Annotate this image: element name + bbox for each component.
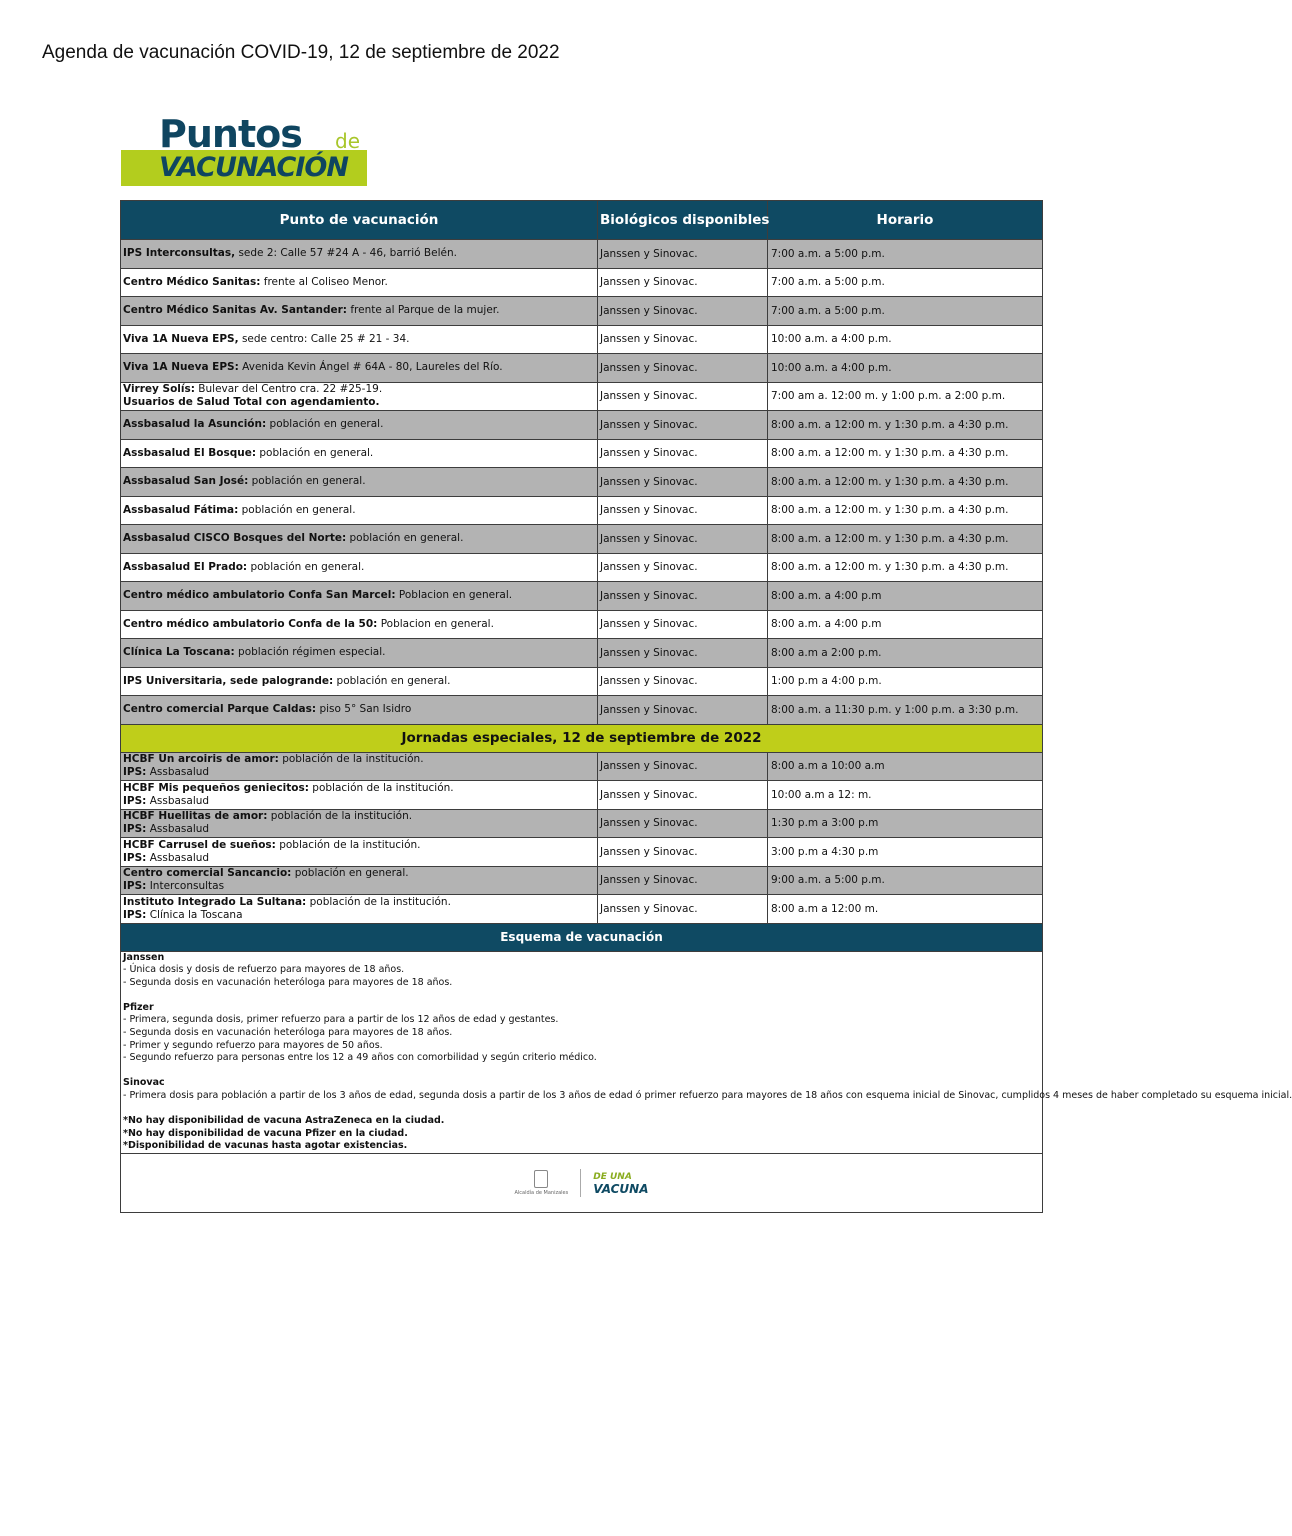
cell-biologicos: Janssen y Sinovac. [598,838,768,867]
cell-punto: Centro médico ambulatorio Confa de la 50: Poblacion en general. [121,610,598,639]
footer-logos [121,1154,1043,1213]
cell-horario: 1:00 p.m a 4:00 p.m. [768,667,1043,696]
footer-divider [580,1169,581,1197]
table-row [121,838,1043,867]
cell-punto: Assbasalud la Asunción: población en general. [121,411,598,440]
cell-horario: 10:00 a.m a 12: m. [768,781,1043,810]
de-una-vacuna-logo: DE UNA VACUNA [593,1172,649,1196]
table-row [121,325,1043,354]
cell-horario: 8:00 a.m. a 4:00 p.m [768,582,1043,611]
cell-punto: Assbasalud El Prado: población en general. [121,553,598,582]
cell-horario: 8:00 a.m. a 12:00 m. y 1:30 p.m. a 4:30 p.m. [768,553,1043,582]
table-row [121,866,1043,895]
cell-horario: 8:00 a.m. a 12:00 m. y 1:30 p.m. a 4:30 p.m. [768,411,1043,440]
scheme-body [121,951,1043,1154]
header-punto: Punto de vacunación [121,201,598,240]
alcaldia-seal: Alcaldía de Manizales [514,1170,568,1196]
cell-punto: Centro comercial Parque Caldas: piso 5° San Isidro [121,696,598,725]
cell-biologicos: Janssen y Sinovac. [598,382,768,411]
footer-row [121,1154,1043,1213]
table-row [121,781,1043,810]
cell-horario: 1:30 p.m a 3:00 p.m [768,809,1043,838]
cell-punto: Viva 1A Nueva EPS: Avenida Kevin Ángel # 64A - 80, Laureles del Río. [121,354,598,383]
cell-biologicos: Janssen y Sinovac. [598,325,768,354]
table-row [121,297,1043,326]
cell-punto: Centro médico ambulatorio Confa San Marcel: Poblacion en general. [121,582,598,611]
table-row [121,268,1043,297]
logo-de: de [335,129,360,153]
cell-punto: Virrey Solís: Bulevar del Centro cra. 22 #25-19. Usuarios de Salud Total con agendamiento. [121,382,598,411]
page-title: Agenda de vacunación COVID-19, 12 de septiembre de 2022 [42,42,560,63]
cell-biologicos: Janssen y Sinovac. [598,667,768,696]
cell-biologicos: Janssen y Sinovac. [598,525,768,554]
logo-puntos: Puntos [159,112,302,156]
table-row [121,582,1043,611]
cell-horario: 8:00 a.m. a 12:00 m. y 1:30 p.m. a 4:30 p.m. [768,496,1043,525]
scheme-section-title: Esquema de vacunación [121,923,1043,951]
table-row [121,411,1043,440]
scheme-notes: *No hay disponibilidad de vacuna AstraZeneca en la ciudad. *No hay disponibilidad de vacuna Pfizer en la ciudad. *Disponibilidad de vacunas hasta agotar existencias. [123,1115,445,1152]
cell-biologicos: Janssen y Sinovac. [598,639,768,668]
cell-punto: HCBF Huellitas de amor: población de la institución. IPS: Assbasalud [121,809,598,838]
cell-punto: HCBF Un arcoiris de amor: población de la institución. IPS: Assbasalud [121,752,598,781]
cell-punto: Clínica La Toscana: población régimen especial. [121,639,598,668]
header-biologicos: Biológicos disponibles [598,201,768,240]
cell-punto: Centro Médico Sanitas Av. Santander: frente al Parque de la mujer. [121,297,598,326]
cell-punto: HCBF Mis pequeños geniecitos: población de la institución. IPS: Assbasalud [121,781,598,810]
table-row [121,553,1043,582]
cell-biologicos: Janssen y Sinovac. [598,240,768,269]
special-section-title: Jornadas especiales, 12 de septiembre de 2022 [121,724,1043,752]
cell-biologicos: Janssen y Sinovac. [598,268,768,297]
cell-horario: 7:00 a.m. a 5:00 p.m. [768,240,1043,269]
cell-horario: 8:00 a.m. a 12:00 m. y 1:30 p.m. a 4:30 p.m. [768,468,1043,497]
table-row [121,354,1043,383]
cell-punto: Centro comercial Sancancio: población en general. IPS: Interconsultas [121,866,598,895]
cell-biologicos: Janssen y Sinovac. [598,809,768,838]
cell-punto: IPS Interconsultas, sede 2: Calle 57 #24 A - 46, barrió Belén. [121,240,598,269]
scheme-janssen: Janssen - Única dosis y dosis de refuerzo para mayores de 18 años. - Segunda dosis en vacunación heteróloga para mayores de 18 años. [123,951,453,988]
cell-horario: 8:00 a.m a 10:00 a.m [768,752,1043,781]
table-row [121,525,1043,554]
cell-punto: Assbasalud San José: población en general. [121,468,598,497]
header-horario: Horario [768,201,1043,240]
table-header [121,201,1043,240]
table-row [121,895,1043,924]
table-row [121,696,1043,725]
cell-biologicos: Janssen y Sinovac. [598,439,768,468]
scheme-section-header [121,923,1043,951]
cell-biologicos: Janssen y Sinovac. [598,781,768,810]
cell-horario: 7:00 am a. 12:00 m. y 1:00 p.m. a 2:00 p.m. [768,382,1043,411]
vaccination-table [120,200,1292,1213]
cell-horario: 7:00 a.m. a 5:00 p.m. [768,297,1043,326]
cell-punto: HCBF Carrusel de sueños: población de la institución. IPS: Assbasalud [121,838,598,867]
table-row [121,639,1043,668]
scheme-pfizer: Pfizer - Primera, segunda dosis, primer refuerzo para a partir de los 12 años de edad y gestantes. - Segunda dosis en vacunación heteróloga para mayores de 18 años. - Primer y segundo refuerzo para mayores de 50 años. - Segundo refuerzo para personas entre los 12 a 49 años con comorbilidad y según criterio médico. [123,1001,597,1064]
table-row [121,240,1043,269]
table-row [121,610,1043,639]
cell-horario: 8:00 a.m. a 12:00 m. y 1:30 p.m. a 4:30 p.m. [768,439,1043,468]
cell-biologicos: Janssen y Sinovac. [598,610,768,639]
cell-biologicos: Janssen y Sinovac. [598,411,768,440]
cell-horario: 8:00 a.m. a 4:00 p.m [768,610,1043,639]
puntos-de-vacunacion-logo [121,112,368,186]
cell-punto: Assbasalud Fátima: población en general. [121,496,598,525]
cell-horario: 8:00 a.m a 2:00 p.m. [768,639,1043,668]
cell-biologicos: Janssen y Sinovac. [598,553,768,582]
cell-horario: 9:00 a.m. a 5:00 p.m. [768,866,1043,895]
table-row [121,752,1043,781]
cell-horario: 7:00 a.m. a 5:00 p.m. [768,268,1043,297]
cell-punto: IPS Universitaria, sede palogrande: población en general. [121,667,598,696]
table-row [121,809,1043,838]
cell-horario: 10:00 a.m. a 4:00 p.m. [768,325,1043,354]
cell-biologicos: Janssen y Sinovac. [598,496,768,525]
cell-horario: 8:00 a.m. a 12:00 m. y 1:30 p.m. a 4:30 p.m. [768,525,1043,554]
cell-biologicos: Janssen y Sinovac. [598,354,768,383]
cell-biologicos: Janssen y Sinovac. [598,752,768,781]
cell-punto: Instituto Integrado La Sultana: población de la institución. IPS: Clínica la Toscana [121,895,598,924]
cell-horario: 8:00 a.m. a 11:30 p.m. y 1:00 p.m. a 3:30 p.m. [768,696,1043,725]
cell-biologicos: Janssen y Sinovac. [598,895,768,924]
scheme-sinovac: Sinovac - Primera dosis para población a partir de los 3 años de edad, segunda dosis a partir de los 3 años de edad ó primer refuerzo para mayores de 18 años con esquema inicial de Sinovac, cumplidos 4 meses de haber completado su esquema inicial. [123,1077,1292,1102]
table-row [121,667,1043,696]
cell-biologicos: Janssen y Sinovac. [598,297,768,326]
special-section-header [121,724,1043,752]
table-row [121,496,1043,525]
cell-biologicos: Janssen y Sinovac. [598,468,768,497]
table-row [121,382,1043,411]
scheme-text [121,951,1292,1154]
table-row [121,468,1043,497]
logo-vacunacion: VACUNACIÓN [159,152,348,183]
cell-punto: Viva 1A Nueva EPS, sede centro: Calle 25 # 21 - 34. [121,325,598,354]
seal-icon [534,1170,548,1188]
cell-horario: 8:00 a.m a 12:00 m. [768,895,1043,924]
cell-punto: Centro Médico Sanitas: frente al Coliseo Menor. [121,268,598,297]
cell-biologicos: Janssen y Sinovac. [598,696,768,725]
cell-biologicos: Janssen y Sinovac. [598,866,768,895]
cell-biologicos: Janssen y Sinovac. [598,582,768,611]
table-row [121,439,1043,468]
cell-horario: 10:00 a.m. a 4:00 p.m. [768,354,1043,383]
cell-horario: 3:00 p.m a 4:30 p.m [768,838,1043,867]
cell-punto: Assbasalud El Bosque: población en general. [121,439,598,468]
cell-punto: Assbasalud CISCO Bosques del Norte: población en general. [121,525,598,554]
